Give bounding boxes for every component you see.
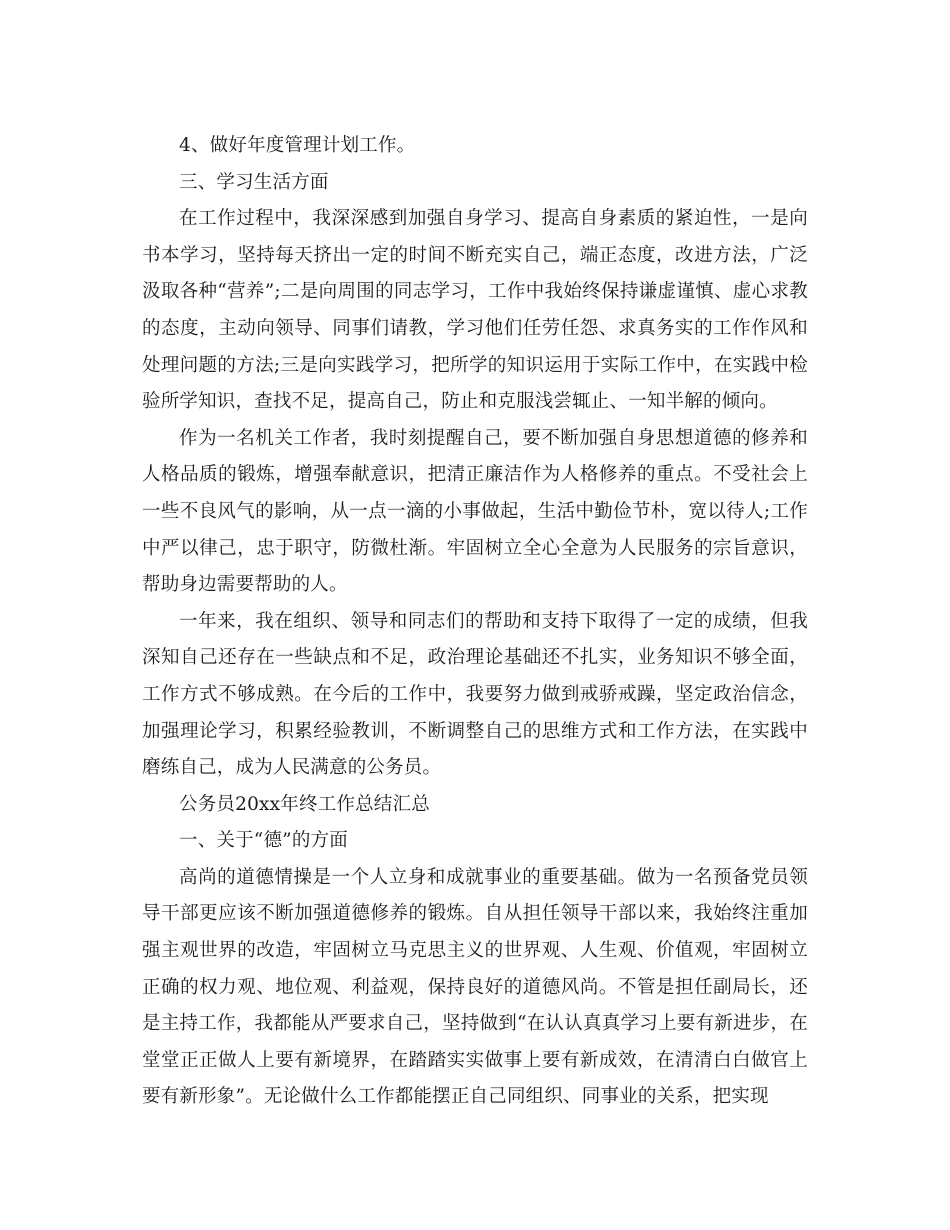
document-body [142,128,808,1116]
list-item-annual-plan: 4、做好年度管理计划工作。 [179,135,416,156]
paragraph-study: 在工作过程中，我深深感到加强自身学习、提高自身素质的紧迫性，一是向书本学习，坚持每天挤出一定的时间不断充实自己，端正态度，改进方法，广泛汲取各种“营养”;二是向周围的同志学习，工作中我始终保持谦虚谨慎、虚心求教的态度，主动向领导、同事们请教，学习他们任劳任怨、求真务实的工作作风和处理问题的方法;三是向实践学习，把所学的知识运用于实际工作中，在实践中检验所学知识，查找不足，提高自己，防止和克服浅尝辄止、一知半解的倾向。 [142,208,808,413]
paragraph-virtue: 高尚的道德情操是一个人立身和成就事业的重要基础。做为一名预备党员领导干部更应该不断加强道德修养的锻炼。自从担任领导干部以来，我始终注重加强主观世界的改造，牢固树立马克思主义的世界观、人生观、价值观，牢固树立正确的权力观、地位观、利益观，保持良好的道德风尚。不管是担任副局长，还是主持工作，我都能从严要求自己，坚持做到“在认认真真学习上要有新进步，在堂堂正正做人上要有新境界，在踏踏实实做事上要有新成效，在清清白白做官上要有新形象”。无论做什么工作都能摆正自己同组织、同事业的关系，把实现 [142,866,808,1108]
paragraph-year-review: 一年来，我在组织、领导和同志们的帮助和支持下取得了一定的成绩，但我深知自己还存在一些缺点和不足，政治理论基础还不扎实，业务知识不够全面，工作方式不够成熟。在今后的工作中，我要努力做到戒骄戒躁，坚定政治信念，加强理论学习，积累经验教训，不断调整自己的思维方式和工作方法，在实践中磨练自己，成为人民满意的公务员。 [142,610,808,779]
article-title: 公务员20xx年终工作总结汇总 [179,793,430,815]
section-heading-virtue: 一、关于“德”的方面 [179,830,348,852]
section-heading-study-life: 三、学习生活方面 [179,171,329,193]
paragraph-self-cultivation: 作为一名机关工作者，我时刻提醒自己，要不断加强自身思想道德的修养和人格品质的锻炼，增强奉献意识，把清正廉洁作为人格修养的重点。不受社会上一些不良风气的影响，从一点一滴的小事做起，生活中勤俭节朴，宽以待人;工作中严以律己，忠于职守，防微杜渐。牢固树立全心全意为人民服务的宗旨意识，帮助身边需要帮助的人。 [142,427,808,596]
